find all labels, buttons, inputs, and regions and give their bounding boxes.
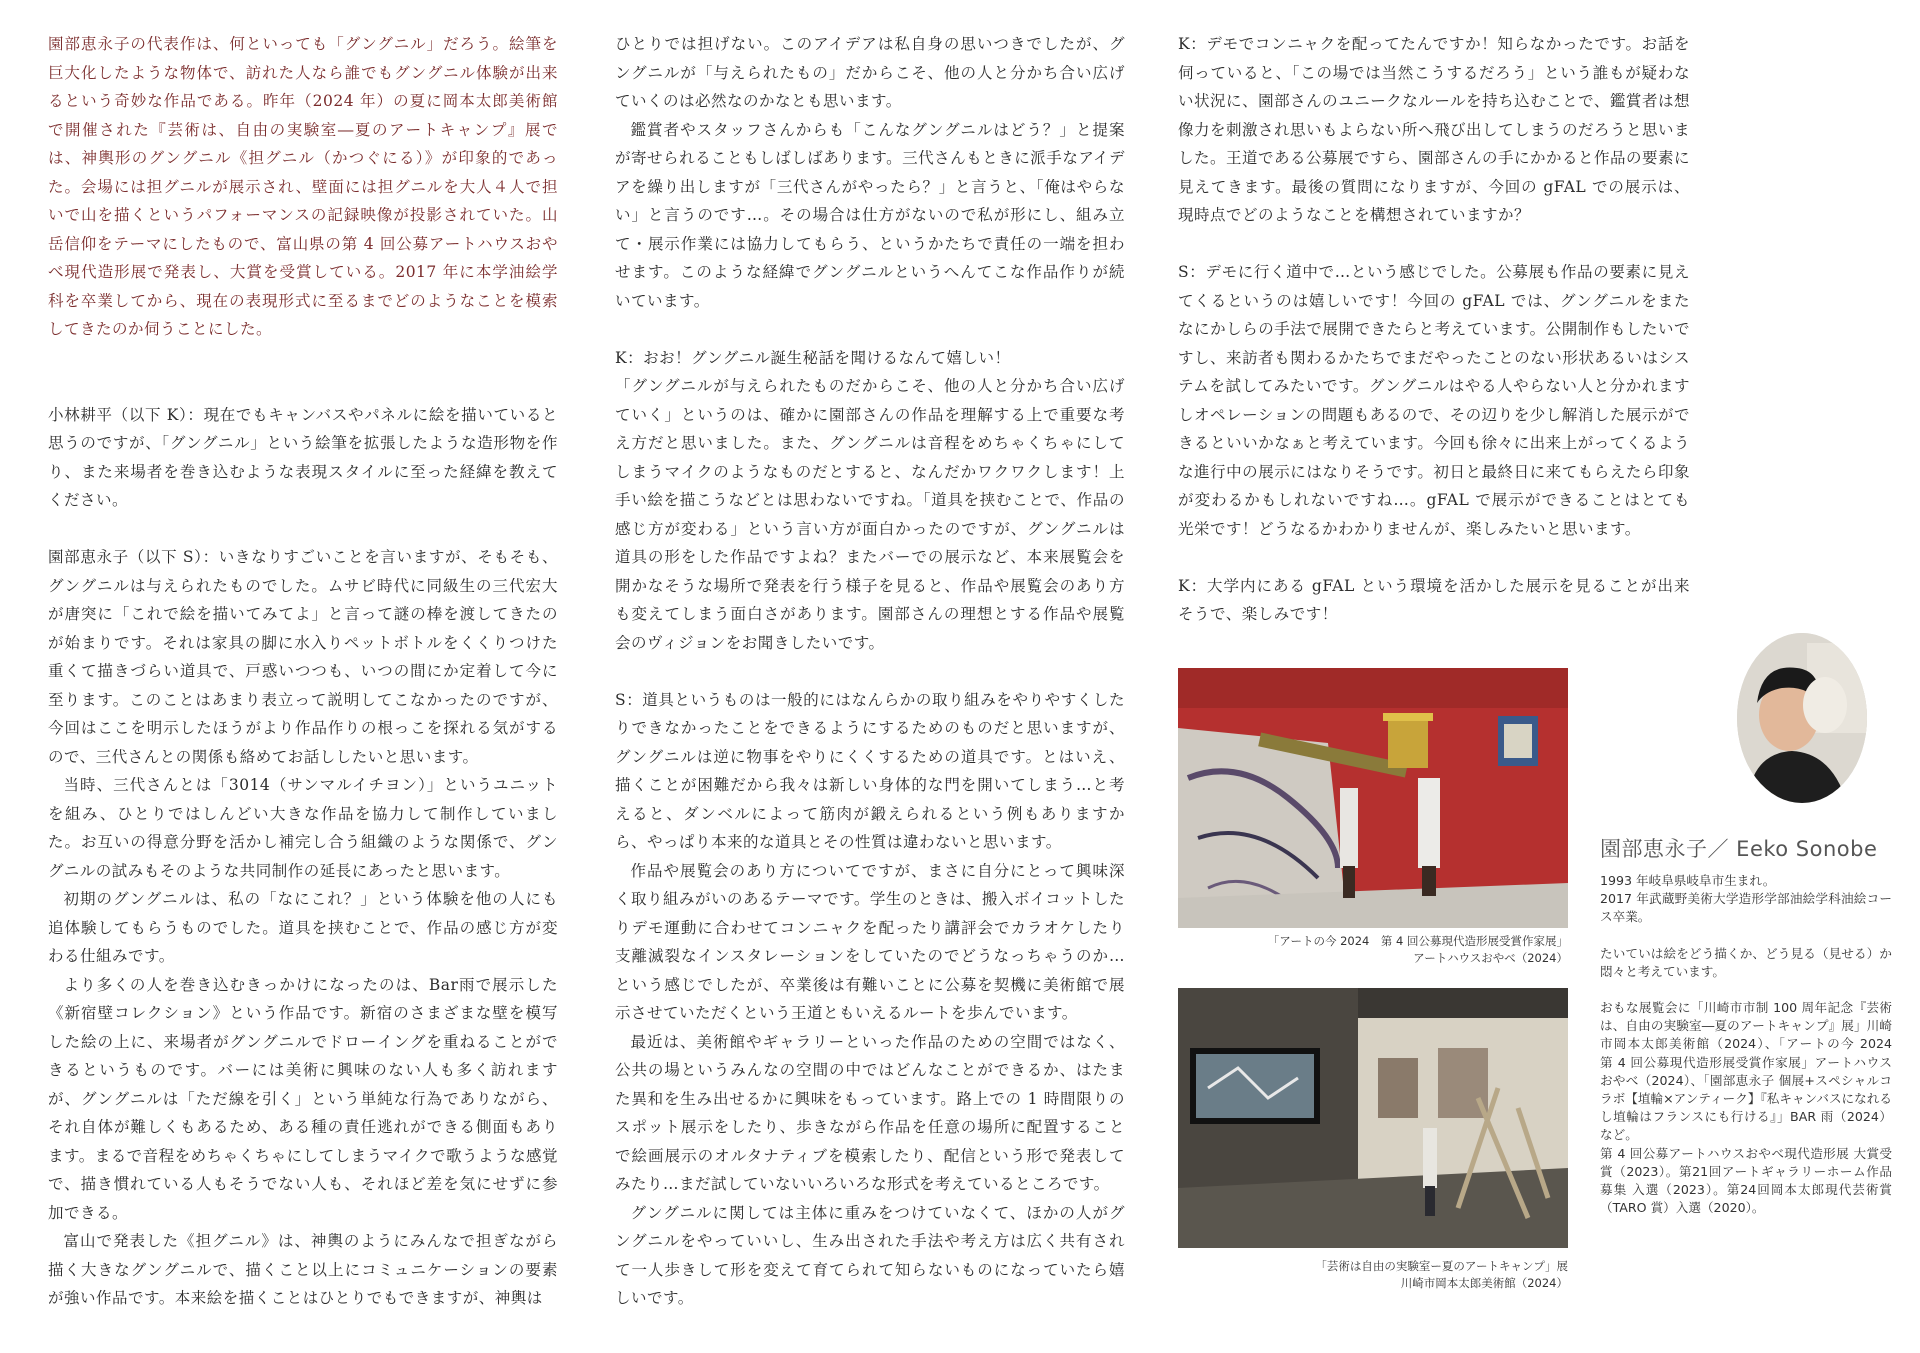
intro-paragraph: 園部恵永子の代表作は、何といっても「グングニル」だろう。絵筆を巨大化したような物体で、訪れた人なら誰でもグングニル体験が出来るという奇妙な作品である。昨年（2024 年）の夏に岡本太郎美術館で開催された『芸術は、自由の実験室―夏のアートキャンプ』展では、神輿形のグングニル《担グニル（かつぐにる）》が印象的であった。会場には担グニルが展示され、壁面には担グニルを大人４人で担いで山を描くというパフォーマンスの記録映像が投影されていた。山岳信仰をテーマにしたもので、富山県の第 4 回公募アートハウスおやべ現代造形展で発表し、大賞を受賞している。2017 年に本学油絵学科を卒業してから、現在の表現形式に至るまでどのようなことを模索してきたのか伺うことにした。 bbox=[48, 35, 558, 338]
photo-caption-oyabe bbox=[1178, 933, 1568, 967]
question-1: 小林耕平（以下 K）：現在でもキャンバスやパネルに絵を描いていると思うのですが、「グングニル」という絵筆を拡張したような造形物を作り、また来場者を巻き込むような表現スタイルに至った経緯を教えてください。 bbox=[48, 405, 558, 509]
caption-line-1: 「アートの今 2024 第 4 回公募現代造形展受賞作家展」 bbox=[1267, 934, 1568, 948]
question-3: K：デモでコンニャクを配ってたんですか！知らなかったです。お話を伺っていると、「この場では当然こうするだろう」という誰もが疑わない状況に、園部さんのユニークなルールを持ち込むことで、鑑賞者は想像力を刺激され思いもよらない所へ飛び出してしまうのだろうと思いました。王道である公募展ですら、園部さんの手にかかると作品の要素に見えてきます。最後の質問になりますが、今回の gFAL での展示は、現時点でどのようなことを構想されていますか？ bbox=[1178, 35, 1691, 224]
bio-education: 2017 年武蔵野美術大学造形学部油絵学科油絵コース卒業。 bbox=[1600, 891, 1892, 925]
answer-1-p2: 当時、三代さんとは「3014（サンマルイチヨン）」というユニットを組み、ひとりではしんどい大きな作品を協力して制作していました。お互いの得意分野を活かし補完し合う組織のような関係で、グングニルの試みもそのような共同制作の延長にあったと思います。 bbox=[48, 776, 558, 880]
caption-line-1: 「芸術は自由の実験室ー夏のアートキャンプ」展 bbox=[1315, 1259, 1568, 1273]
exhibition-photo-okamoto-illustration bbox=[1178, 988, 1568, 1248]
answer-3: S：デモに行く道中で…という感じでした。公募展も作品の要素に見えてくるというのは嬉しいです！今回の gFAL では、グングニルをまたなにかしらの手法で展開できたらと考えています。公開制作もしたいですし、来訪者も関わるかたちでまだやったことのない形状あるいはシステムを試してみたいです。グングニルはやる人やらない人と分かれますしオペレーションの問題もあるので、その辺りを少し解消した展示ができるといいかなぁと考えています。今回も徐々に出来上がってくるような進行中の展示にはなりそうです。初日と最終日に来てもらえたら印象が変わるかもしれないですね…。gFAL で展示ができることはとても光栄です！どうなるかわかりませんが、楽しみたいと思います。 bbox=[1178, 263, 1690, 538]
answer-2-p1: S：道具というものは一般的にはなんらかの取り組みをやりやすくしたりできなかったことをできるようにするためのものだと思いますが、グングニルは逆に物事をやりにくくするための道具です。とはいえ、描くことが困難だから我々は新しい身体的な門を開いてしまう…と考えると、ダンベルによって筋肉が鍛えられるという例もありますから、やっぱり本来的な道具とその性質は違わないと思います。 bbox=[615, 690, 1125, 851]
answer-1-p5: 富山で発表した《担グニル》は、神輿のようにみんなで担ぎながら描く大きなグングニルで、描くこと以上にコミュニケーションの要素が強い作品です。本来絵を描くことはひとりでもできますが、神輿は bbox=[48, 1232, 558, 1307]
closing-remark: K：大学内にある gFAL という環境を活かした展示を見ることが出来そうで、楽しみです！ bbox=[1178, 576, 1690, 623]
photo-caption-okamoto bbox=[1178, 1258, 1568, 1292]
exhibition-photo-oyabe-illustration bbox=[1178, 668, 1568, 928]
question-2-body: 「グングニルが与えられたものだからこそ、他の人と分かち合い広げていく」というのは、確かに園部さんの作品を理解する上で重要な考え方だと思いました。また、グングニルは音程をめちゃくちゃにしてしまうマイクのようなものだとすると、なんだかワクワクします！上手い絵を描こうなどとは思わないですね。「道具を挟むことで、作品の感じ方が変わる」という言い方が面白かったのですが、グングニルは道具の形をした作品ですよね？またバーでの展示など、本来展覧会を開かなそうな場所で発表を行う様子を見ると、作品や展覧会のあり方も変えてしまう面白さがあります。園部さんの理想とする作品や展覧会のヴィジョンをお聞きしたいです。 bbox=[615, 377, 1125, 652]
artist-name: 園部恵永子／ Eeko Sonobe bbox=[1600, 837, 1878, 861]
caption-line-2: 川崎市岡本太郎美術館（2024） bbox=[1400, 1276, 1568, 1290]
bio-awards: 第 4 回公募アートハウスおやべ現代造形展 大賞受賞（2023）。第21回アートギャラリーホーム作品募集 入選（2023）。第24回岡本太郎現代芸術賞（TARO 賞）入選（2020）。 bbox=[1600, 1145, 1892, 1216]
answer-1-p3: 初期のグングニルは、私の「なにこれ？」という体験を他の人にも追体験してもらうものでした。道具を挟むことで、作品の感じ方が変わる仕組みです。 bbox=[48, 890, 558, 965]
column-right bbox=[1178, 30, 1690, 629]
exhibition-photo-oyabe bbox=[1178, 668, 1568, 928]
artist-portrait-illustration bbox=[1737, 633, 1867, 803]
bio-exhibitions: おもな展覧会に「川崎市市制 100 周年記念『芸術は、自由の実験室―夏のアートキャンプ』展」川崎市岡本太郎美術館（2024）、「アートの今 2024 第 4 回公募現代造形展受賞作家展」アートハウスおやべ（2024）、「園部恵永子 個展+スペシャルコラボ【埴輪×アンティーク】『私キャンバスになれるし埴輪はフランスにも行ける』」BAR 雨（2024）など。 bbox=[1600, 1000, 1905, 1143]
exhibition-photo-okamoto bbox=[1178, 988, 1568, 1248]
column-middle bbox=[615, 30, 1125, 1313]
caption-line-2: アートハウスおやべ（2024） bbox=[1413, 951, 1568, 965]
bio-born: 1993 年岐阜県岐阜市生まれ。 bbox=[1600, 873, 1776, 888]
answer-2-p3: 最近は、美術館やギャラリーといった作品のための空間ではなく、公共の場というみんなの空間の中ではどんなことができるか、はたまた異和を生み出せるかに興味をもっています。路上での 1 時間限りのスポット展示をしたり、歩きながら作品を任意の場所に配置することで絵画展示のオルタナティブを模索したり、配信という形で発表してみたり…まだ試していないいろいろな形式を考えているところです。 bbox=[615, 1032, 1125, 1193]
column-left bbox=[48, 30, 558, 1313]
bio-statement: たいていは絵をどう描くか、どう見る（見せる）か悶々と考えています。 bbox=[1600, 945, 1892, 979]
paragraph-proposals: 鑑賞者やスタッフさんからも「こんなグングニルはどう？」と提案が寄せられることもしばしばあります。三代さんもときに派手なアイデアを繰り出しますが「三代さんがやったら？」と言うと、「俺はやらない」と言うのです…。その場合は仕方がないので私が形にし、組み立て・展示作業には協力してもらう、というかたちで責任の一端を担わせます。このような経緯でグングニルというへんてこな作品作りが続いています。 bbox=[615, 120, 1125, 310]
question-2: K：おお！グングニル誕生秘話を聞けるなんて嬉しい！ bbox=[615, 348, 1011, 367]
answer-2-p2: 作品や展覧会のあり方についてですが、まさに自分にとって興味深く取り組みがいのあるテーマです。学生のときは、搬入ボイコットしたりデモ運動に合わせてコンニャクを配ったり講評会でカラオケしたり支離滅裂なインスタレーションをしていたのでどうなっちゃうのか…という感じでしたが、卒業後は有難いことに公募を契機に美術館で展示させていただくという王道ともいえるルートを歩んでいます。 bbox=[615, 861, 1125, 1022]
answer-1-p4: より多くの人を巻き込むきっかけになったのは、Bar雨で展示した《新宿壁コレクション》という作品です。新宿のさまざまな壁を模写した絵の上に、来場者がグングニルでドローイングを重ねることができるというものです。バーには美術に興味のない人も多く訪れますが、グングニルは「ただ線を引く」という単純な行為でありながら、それ自体が難しくもあるため、ある種の責任逃れができる側面もあります。まるで音程をめちゃくちゃにしてしまうマイクで歌うような感覚で、描き慣れている人もそうでない人も、それほど差を気にせずに参加できる。 bbox=[48, 975, 558, 1222]
continued-paragraph: ひとりでは担げない。このアイデアは私自身の思いつきでしたが、グングニルが「与えられたもの」だからこそ、他の人と分かち合い広げていくのは必然なのかなとも思います。 bbox=[615, 35, 1125, 110]
answer-2-p4: グングニルに関しては主体に重みをつけていなくて、ほかの人がグングニルをやっていいし、生み出された手法や考え方は広く共有されて一人歩きして形を変えて育てられて知らないものになっていたら嬉しいです。 bbox=[615, 1203, 1125, 1307]
artist-portrait bbox=[1737, 633, 1867, 803]
artist-bio bbox=[1600, 834, 1905, 1217]
answer-1-p1: 園部恵永子（以下 S）：いきなりすごいことを言いますが、そもそも、グングニルは与えられたものでした。ムサビ時代に同級生の三代宏大が唐突に「これで絵を描いてみてよ」と言って謎の棒を渡してきたのが始まりです。それは家具の脚に水入りペットボトルをくくりつけた重くて描きづらい道具で、戸惑いつつも、いつの間にか定着して今に至ります。このことはあまり表立って説明してこなかったのですが、今回はここを明示したほうがより作品作りの根っこを探れる気がするので、三代さんとの関係も絡めてお話ししたいと思います。 bbox=[48, 548, 558, 766]
